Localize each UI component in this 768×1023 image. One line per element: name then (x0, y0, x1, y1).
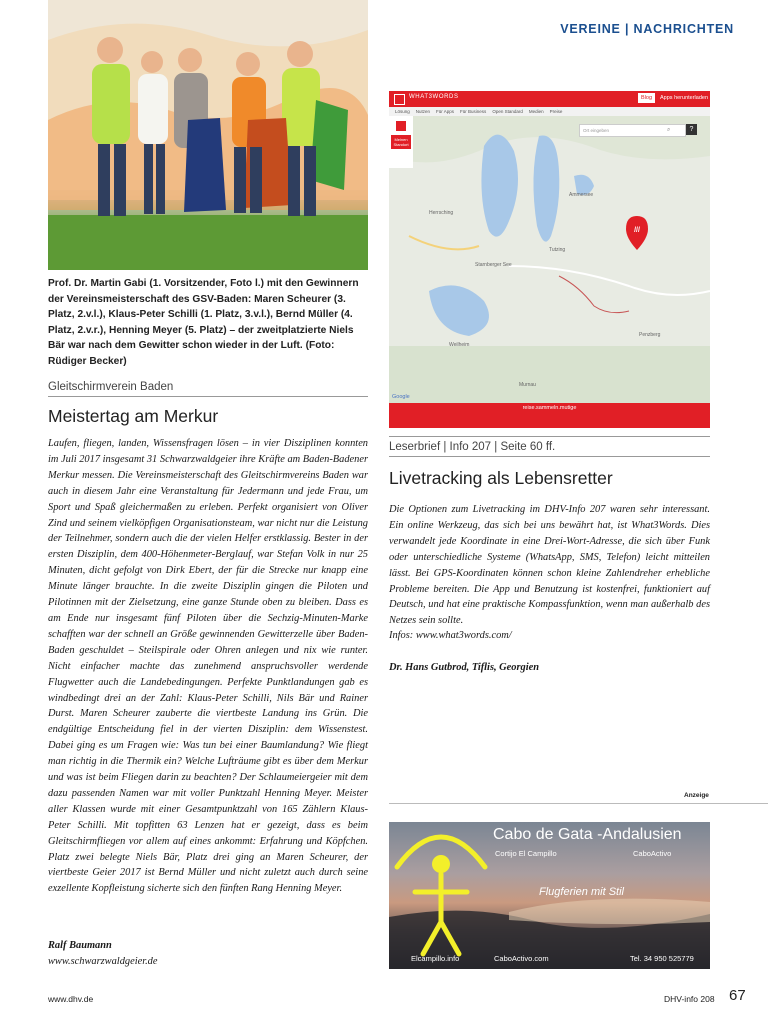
group-photo (48, 0, 368, 270)
footer-issue: DHV-info 208 (664, 994, 715, 1004)
what3words-map-screenshot (389, 91, 710, 428)
map-nav-item[interactable]: Lösung (395, 109, 410, 114)
w3w-logo-icon (394, 94, 405, 105)
right-kicker-rule (389, 456, 710, 457)
ad-link-elcampillo[interactable]: Elcampillo.info (411, 954, 460, 963)
map-brand: WHAT3WORDS (409, 94, 459, 100)
ad-phone: Tel. 34 950 525779 (630, 954, 694, 963)
ad-rule (389, 803, 768, 804)
group-photo-illustration (48, 0, 368, 270)
right-article-headline: Livetracking als Lebensretter (389, 468, 613, 488)
right-article-body: Die Optionen zum Livetracking im DHV-Info 207 waren sehr interessant. Ein online Werkzeug, das sich bei uns bewährt hat, ist What3Words. Dies verwandelt jede Koordinate in eine Drei-Wort-Adresse, die sich über Funk oder unterschiedliche Systeme (WhatsApp, SMS, Telefon) leicht mitteilen lässt. Bei GPS-Koordinaten können schon kleine Zahlendreher erhebliche Probleme bereiten. Die App und Benutzung ist kostenfrei, funktioniert auf Deutsch, und hat eine praktische Kompassfunktion, wenn man außerhalb des Netzes sein sollte. (389, 504, 710, 627)
google-label: Google (392, 394, 410, 400)
ad-slogan: Flugferien mit Stil (539, 886, 624, 898)
map-nav-item[interactable]: Für Apps (436, 109, 455, 114)
my-location-button[interactable]: Meinen Standort (391, 135, 411, 149)
left-article-author: Ralf Baumann (48, 940, 112, 951)
section-label-vereine: VEREINE (560, 22, 621, 36)
ad-label: Anzeige (684, 792, 709, 799)
section-header (560, 22, 734, 36)
map-help-button[interactable]: ? (686, 124, 697, 135)
section-separator: | (620, 22, 634, 36)
locate-icon[interactable] (396, 121, 406, 131)
map-nav-bar (389, 107, 710, 116)
map-nav-item[interactable]: Medien (528, 109, 544, 114)
left-article-body: Laufen, fliegen, landen, Wissensfragen lösen – in vier Disziplinen konnten im Juli 2017 insgesamt 31 Schwarzwaldgeier ihre Kräfte am Baden-Badener Merkur messen. Die Vereinsmeisterschaft des Gleitschirmvereins Baden war auch in diesem Jahr eine Veranstaltung für Jedermann und jede Frau, um Sport und Spaß gleichermaßen zu erleben. Perfekt organisiert von Oliver Zind und seinem vielköpfigen Organisationsteam, war nicht nur die Leistung der Teilnehmer, sondern auch die der vielen Helfer erstklassig. Bester in der ersten Disziplin, dem 400-Höhenmeter-Berglauf, war Stefan Volk in nur 25 Minuten, dicht gefolgt von Dirk Ebert, der für die Strecke nur knapp eine Minute länger brauchte. In die zweite Disziplin gingen die Piloten und Pilotinnen mit der Zielsetzung, eine ganze Stunde oben zu bleiben. Dass es am Ende nur insgesamt fünf Piloten über die Sechzig-Minuten-Marke schafften war der schnell an Größe gewinnenden Gewitterzelle über Baden-Baden geschuldet – Steilspirale oder Ohren anlegen und nix wie runter. Nicht einfacher machte das zunehmend anspruchsvoller werdende Flugwetter auch die Landebedingungen. Perfekte Punktlandungen gab es windbedingt drei an der Zahl: Klaus-Peter Schilli, Nils Bär und Rainer Durst. Maren Scheurer zauberte die viertbeste Landung ins Grün. Die endgültige Entscheidung fiel in der vierten Disziplin: dem Wissenstest. Dabei ging es um Fragen wie: Was tun bei einer Baumlandung? Wie fliegt man richtig in die Thermik ein? Welche Lufträume gibt es über dem Merkur und was ist beim Fliegen darin zu beachten? Der Schlaumeiergeier mit dem dazu passenden Namen war mit voller Punktzahl Henning Meyer. Meister aller Klassen wurde mit einer Gesamtpunktzahl von 165 Zählern Klaus-Peter Schilli. Mit topfitten 63 Lenzen hat er gezeigt, dass es beim Gleitschirmfliegen vor allem auf eines ankommt: Erfahrung und Köpfchen. Platz zwei belegte Niels Bär, Platz drei ging an Maren Scheurer, der viertbeste Geier 2017 ist Bernd Müller und nicht zuletzt auch durch seine exzellente Kopfleistung sicherte sich den fünften Rang Henning Meyer. (48, 438, 368, 895)
ad-subtitle-left: Cortijo El Campillo (495, 849, 557, 858)
map-place-label: Penzberg (639, 332, 661, 338)
map-sidepanel (389, 116, 413, 168)
search-icon[interactable]: ⌕ (667, 127, 671, 133)
map-place-label: Tutzing (549, 247, 566, 253)
left-article-url[interactable]: www.schwarzwaldgeier.de (48, 956, 158, 967)
map-place-label: Starnberger See (475, 262, 512, 268)
map-place-label: Murnau (519, 382, 536, 388)
map-nav-item[interactable]: Preise (549, 109, 563, 114)
right-article-kicker: Leserbrief | Info 207 | Seite 60 ff. (389, 441, 556, 453)
map-tab-blog[interactable]: Blog (638, 93, 655, 103)
left-article-headline: Meistertag am Merkur (48, 406, 219, 426)
ad-link-caboactivo[interactable]: CaboActivo.com (494, 954, 549, 963)
map-nav-item[interactable]: Open Standard (492, 109, 523, 114)
map-place-label: Weilheim (449, 342, 470, 348)
map-footer-bar (389, 403, 710, 428)
ad-subtitle-right: CaboActivo (633, 849, 672, 858)
advertisement-cabo-de-gata[interactable] (389, 822, 710, 969)
map-tab-apps[interactable]: Apps herunterladen (660, 95, 709, 101)
left-kicker-rule (48, 396, 368, 397)
map-search-input[interactable]: Ort eingeben (579, 124, 686, 137)
section-label-nachrichten: NACHRICHTEN (633, 22, 734, 36)
left-article-kicker: Gleitschirmverein Baden (48, 381, 174, 393)
map-canvas[interactable] (389, 116, 710, 416)
right-top-rule (389, 436, 710, 437)
map-place-label: Herrsching (429, 210, 454, 216)
map-marker-glyph: /// (634, 227, 640, 234)
right-article-author: Dr. Hans Gutbrod, Tiflis, Georgien (389, 662, 540, 673)
map-place-label: Ammersee (569, 192, 594, 198)
ad-title: Cabo de Gata -Andalusien (493, 826, 682, 843)
right-article-infos[interactable]: Infos: www.what3words.com/ (389, 630, 512, 641)
map-nav-item[interactable]: Nutzen (415, 109, 431, 114)
map-topbar (389, 91, 710, 107)
footer-website[interactable]: www.dhv.de (48, 994, 94, 1004)
map-three-words: reise.sammeln.mutige (510, 403, 590, 411)
page-number: 67 (729, 987, 746, 1004)
photo-caption: Prof. Dr. Martin Gabi (1. Vorsitzender, Foto l.) mit den Gewinnern der Vereinsmeisterschaft des GSV-Baden: Maren Scheurer (3. Platz, 2.v.l.), Klaus-Peter Schilli (1. Platz, 3.v.l.), Bernd Müller (4. Platz, 2.v.r.), Henning Meyer (5. Platz) – der zweitplatzierte Niels Bär war nach dem Gewitter schon wieder in der Luft. (Foto: Rüdiger Becker) (48, 278, 359, 367)
map-nav-item[interactable]: Für Business (460, 109, 487, 114)
